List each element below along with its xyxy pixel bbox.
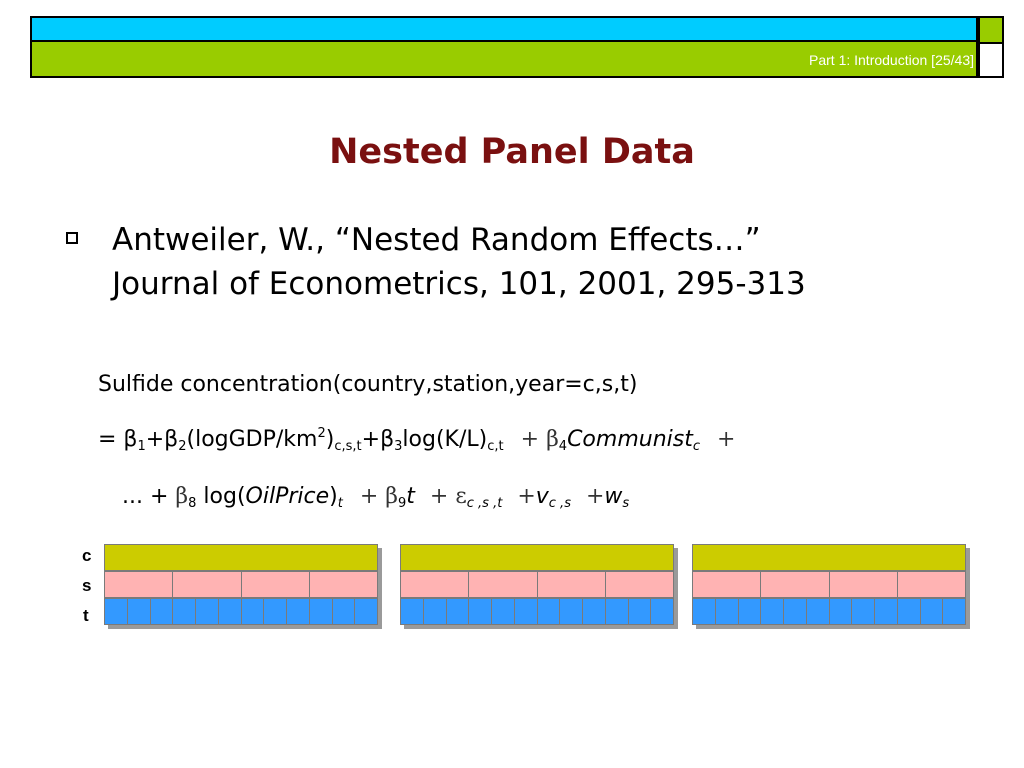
eq-sub: c,t	[487, 439, 504, 454]
eq-variable: w	[604, 484, 623, 509]
eq-sub: c,s,t	[334, 439, 362, 454]
equation-line-2	[98, 426, 735, 454]
station-cell	[537, 572, 605, 597]
eq-sub: 3	[394, 439, 403, 454]
eq-sub: c ,s ,t	[466, 496, 503, 511]
eq-symbol: β	[175, 484, 189, 509]
time-cell	[286, 599, 309, 624]
eq-operator: +	[585, 484, 605, 509]
time-cell	[628, 599, 651, 624]
eq-variable: t	[406, 484, 415, 509]
eq-text: log(K/L)	[402, 427, 488, 452]
time-cell	[874, 599, 897, 624]
country-block	[104, 544, 378, 625]
eq-symbol: ε	[455, 484, 467, 509]
time-cell	[514, 599, 537, 624]
eq-sup: 2	[317, 426, 326, 441]
eq-text: +β	[361, 427, 395, 452]
page-title: Nested Panel Data	[329, 132, 695, 172]
time-cell	[263, 599, 286, 624]
time-cell	[446, 599, 469, 624]
eq-sub: c ,s	[548, 496, 571, 511]
time-cell	[218, 599, 241, 624]
equation-line-1: Sulfide concentration(country,station,year=c,s,t)	[98, 372, 638, 397]
citation-bullet	[112, 218, 932, 306]
eq-symbol: β	[546, 427, 559, 452]
country-block	[400, 544, 674, 625]
station-cell	[897, 572, 965, 597]
eq-text: +β	[145, 427, 179, 452]
axis-label-country: c	[82, 546, 92, 565]
eq-sub: t	[337, 496, 343, 511]
time-cell	[354, 599, 377, 624]
eq-text: )	[329, 484, 338, 509]
eq-sub: 2	[178, 439, 187, 454]
station-cell	[693, 572, 760, 597]
corner-lower	[980, 44, 1002, 76]
station-cell	[172, 572, 240, 597]
eq-variable: OilPrice	[245, 484, 330, 509]
station-cell	[401, 572, 468, 597]
time-cell	[195, 599, 218, 624]
time-row	[692, 598, 966, 625]
eq-operator: +	[429, 484, 449, 509]
time-cell	[468, 599, 491, 624]
time-cell	[650, 599, 673, 624]
time-cell	[829, 599, 852, 624]
station-cell	[829, 572, 897, 597]
time-cell	[332, 599, 355, 624]
time-cell	[491, 599, 514, 624]
time-cell	[897, 599, 920, 624]
eq-sub: 8	[188, 496, 197, 511]
time-row	[104, 598, 378, 625]
time-cell	[127, 599, 150, 624]
axis-label-station: s	[82, 576, 92, 595]
country-block	[692, 544, 966, 625]
time-row	[400, 598, 674, 625]
station-row	[400, 571, 674, 598]
eq-sub: c	[692, 439, 700, 454]
eq-sub: s	[622, 496, 630, 511]
eq-text: log(	[203, 484, 246, 509]
time-cell	[942, 599, 965, 624]
time-cell	[150, 599, 173, 624]
country-row	[104, 544, 378, 571]
station-cell	[309, 572, 377, 597]
eq-sub: 1	[137, 439, 146, 454]
station-cell	[241, 572, 309, 597]
eq-text: )	[325, 427, 335, 452]
eq-text: ... +	[122, 484, 169, 509]
time-cell	[401, 599, 423, 624]
eq-text: (logGDP/km	[186, 427, 318, 452]
country-row	[400, 544, 674, 571]
eq-variable: v	[535, 484, 549, 509]
station-cell	[760, 572, 828, 597]
country-row	[692, 544, 966, 571]
time-cell	[559, 599, 582, 624]
time-cell	[760, 599, 783, 624]
time-cell	[783, 599, 806, 624]
citation-line-1: Antweiler, W., “Nested Random Effects…”	[112, 222, 761, 258]
eq-sub: 9	[398, 496, 407, 511]
time-cell	[605, 599, 628, 624]
bullet-square-icon	[66, 232, 78, 244]
station-cell	[605, 572, 673, 597]
eq-sub: 4	[558, 439, 568, 454]
axis-label-time: t	[83, 606, 89, 625]
eq-operator: +	[359, 484, 379, 509]
eq-operator: +	[717, 427, 736, 452]
time-cell	[806, 599, 829, 624]
eq-symbol: β	[385, 484, 398, 509]
time-cell	[537, 599, 560, 624]
time-cell	[582, 599, 605, 624]
time-cell	[172, 599, 195, 624]
eq-operator: +	[520, 427, 540, 452]
time-cell	[920, 599, 943, 624]
time-cell	[693, 599, 715, 624]
eq-text: = β	[98, 427, 138, 452]
station-cell	[468, 572, 536, 597]
station-row	[104, 571, 378, 598]
time-cell	[423, 599, 446, 624]
header-bar-top	[30, 16, 978, 42]
time-cell	[715, 599, 738, 624]
time-cell	[105, 599, 127, 624]
time-cell	[738, 599, 761, 624]
time-cell	[241, 599, 264, 624]
citation-line-2: Journal of Econometrics, 101, 2001, 295-313	[112, 266, 806, 302]
time-cell	[851, 599, 874, 624]
time-cell	[309, 599, 332, 624]
eq-operator: +	[517, 484, 536, 509]
equation-line-3	[122, 484, 629, 511]
station-row	[692, 571, 966, 598]
slide-position-label: Part 1: Introduction [25/43]	[809, 52, 974, 68]
eq-variable: Communist	[567, 427, 693, 452]
header-corner-square	[978, 16, 1004, 78]
station-cell	[105, 572, 172, 597]
